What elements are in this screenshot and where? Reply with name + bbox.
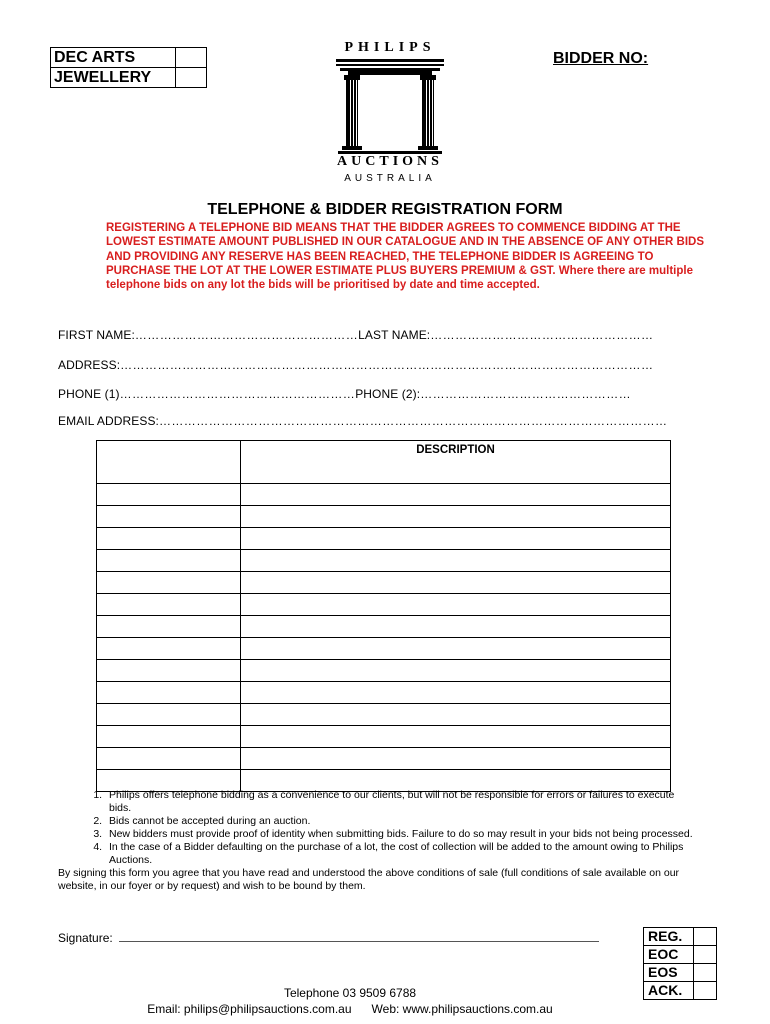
lot-cell[interactable] [97,572,241,594]
description-cell[interactable] [241,726,671,748]
table-row [97,748,671,770]
description-header: DESCRIPTION [416,444,495,456]
lot-header-cell [97,441,241,484]
address-row [58,358,653,372]
condition-item: 4. In the case of a Bidder defaulting on the purchase of a lot, the cost of collection will be added to the amount owing to Philips Auctions. [105,841,698,867]
table-row [97,682,671,704]
logo-wordmark-top: PHILIPS [344,40,436,55]
table-header-row [97,441,671,484]
table-row [97,484,671,506]
name-fields-row [58,328,653,342]
office-row [644,946,717,964]
office-checkbox[interactable] [694,964,717,982]
lots-table [96,440,671,792]
phone-fields-row [58,387,631,401]
lot-cell[interactable] [97,704,241,726]
lot-cell[interactable] [97,484,241,506]
condition-item: 1. Philips offers telephone bidding as a convenience to our clients, but will not be responsible for errors or failures to execute bids. [105,789,698,815]
category-checkbox[interactable] [176,48,207,68]
last-name-label: LAST NAME: [358,328,431,342]
office-row [644,928,717,946]
signature-field[interactable] [119,931,599,942]
lot-cell[interactable] [97,726,241,748]
description-cell[interactable] [241,704,671,726]
footer-contact [0,1001,700,1017]
lot-cell[interactable] [97,550,241,572]
description-cell[interactable] [241,506,671,528]
office-use-box [643,927,717,1000]
address-field[interactable]: ………………………………………………………………………………………………………………… [120,358,654,372]
lot-cell[interactable] [97,748,241,770]
office-checkbox[interactable] [694,946,717,964]
condition-item: 3. New bidders must provide proof of identity when submitting bids. Failure to do so may result in your bids not being processed. [105,828,698,841]
description-cell[interactable] [241,572,671,594]
footer-email: Email: philips@philipsauctions.com.au [147,1002,352,1016]
table-row [97,506,671,528]
description-cell[interactable] [241,660,671,682]
email-row [58,414,667,428]
address-label: ADDRESS: [58,358,121,372]
description-cell[interactable] [241,616,671,638]
table-row [97,572,671,594]
table-row [97,528,671,550]
agreement-text: By signing this form you agree that you have read and understood the above conditions of sale (full conditions of sale available on our website, in our foyer or by request) and wish to be bound by them. [58,867,680,892]
category-checkbox[interactable] [176,68,207,88]
first-name-label: FIRST NAME: [58,328,135,342]
columns-logo-icon [334,59,446,155]
office-row [644,982,717,1000]
office-label: ACK. [644,982,694,1000]
description-cell[interactable] [241,528,671,550]
footer-website: Web: www.philipsauctions.com.au [371,1002,553,1016]
category-row [51,68,207,88]
conditions-list [58,789,698,867]
office-label: REG. [644,928,694,946]
category-label: DEC ARTS [51,48,176,68]
footer-telephone: Telephone 03 9509 6788 [283,986,417,1000]
category-selector [50,47,207,88]
office-row [644,964,717,982]
table-row [97,616,671,638]
philips-auctions-logo [328,40,452,188]
phone1-field[interactable]: ………………………………………………… [119,387,356,401]
lot-cell[interactable] [97,594,241,616]
office-label: EOS [644,964,694,982]
category-row [51,48,207,68]
warning-notice: REGISTERING A TELEPHONE BID MEANS THAT THE BIDDER AGREES TO COMMENCE BIDDING AT THE LOWEST ESTIMATE AMOUNT PUBLISHED IN OUR CATALOGUE AND IN THE ABSENCE OF ANY OTHER BIDS AND PROVIDING ANY RESERVE HAS BEEN REACHED, THE TELEPHONE BIDDER IS AGREEING TO PURCHASE THE LOT AT THE LOWER ESTIMATE PLUS BUYERS PREMIUM & GST. Where there are multiple telephone bids on any lot the bids will be prioritised by date and time accepted. [106,222,705,292]
office-label: EOC [644,946,694,964]
office-checkbox[interactable] [694,928,717,946]
email-label: EMAIL ADDRESS: [58,414,159,428]
phone1-label: PHONE (1) [58,387,120,401]
category-label: JEWELLERY [51,68,176,88]
table-row [97,550,671,572]
logo-wordmark-bottom: AUSTRALIA [344,173,436,184]
description-header-cell [241,441,671,484]
lot-cell[interactable] [97,528,241,550]
first-name-field[interactable]: ……………………………………………… [134,328,359,342]
description-cell[interactable] [241,594,671,616]
office-checkbox[interactable] [694,982,717,1000]
description-cell[interactable] [241,682,671,704]
table-row [97,704,671,726]
lot-cell[interactable] [97,638,241,660]
table-row [97,726,671,748]
logo-wordmark-middle: AUCTIONS [337,154,443,169]
phone2-field[interactable]: …………………………………………… [420,387,632,401]
form-title: TELEPHONE & BIDDER REGISTRATION FORM [207,201,563,218]
lot-cell[interactable] [97,682,241,704]
table-row [97,638,671,660]
condition-item: 2. Bids cannot be accepted during an auction. [105,815,698,828]
last-name-field[interactable]: ……………………………………………… [430,328,654,342]
email-field[interactable]: …………………………………………………………………………………………………………… [159,414,668,428]
lot-cell[interactable] [97,506,241,528]
description-cell[interactable] [241,484,671,506]
table-row [97,660,671,682]
lot-cell[interactable] [97,616,241,638]
description-cell[interactable] [241,638,671,660]
bidder-number-label: BIDDER NO: [553,50,649,67]
signature-row [58,931,599,945]
conditions-section [58,789,698,893]
signature-label: Signature: [58,931,113,945]
description-cell[interactable] [241,550,671,572]
description-cell[interactable] [241,748,671,770]
phone2-label: PHONE (2): [355,387,421,401]
lot-cell[interactable] [97,660,241,682]
table-row [97,594,671,616]
